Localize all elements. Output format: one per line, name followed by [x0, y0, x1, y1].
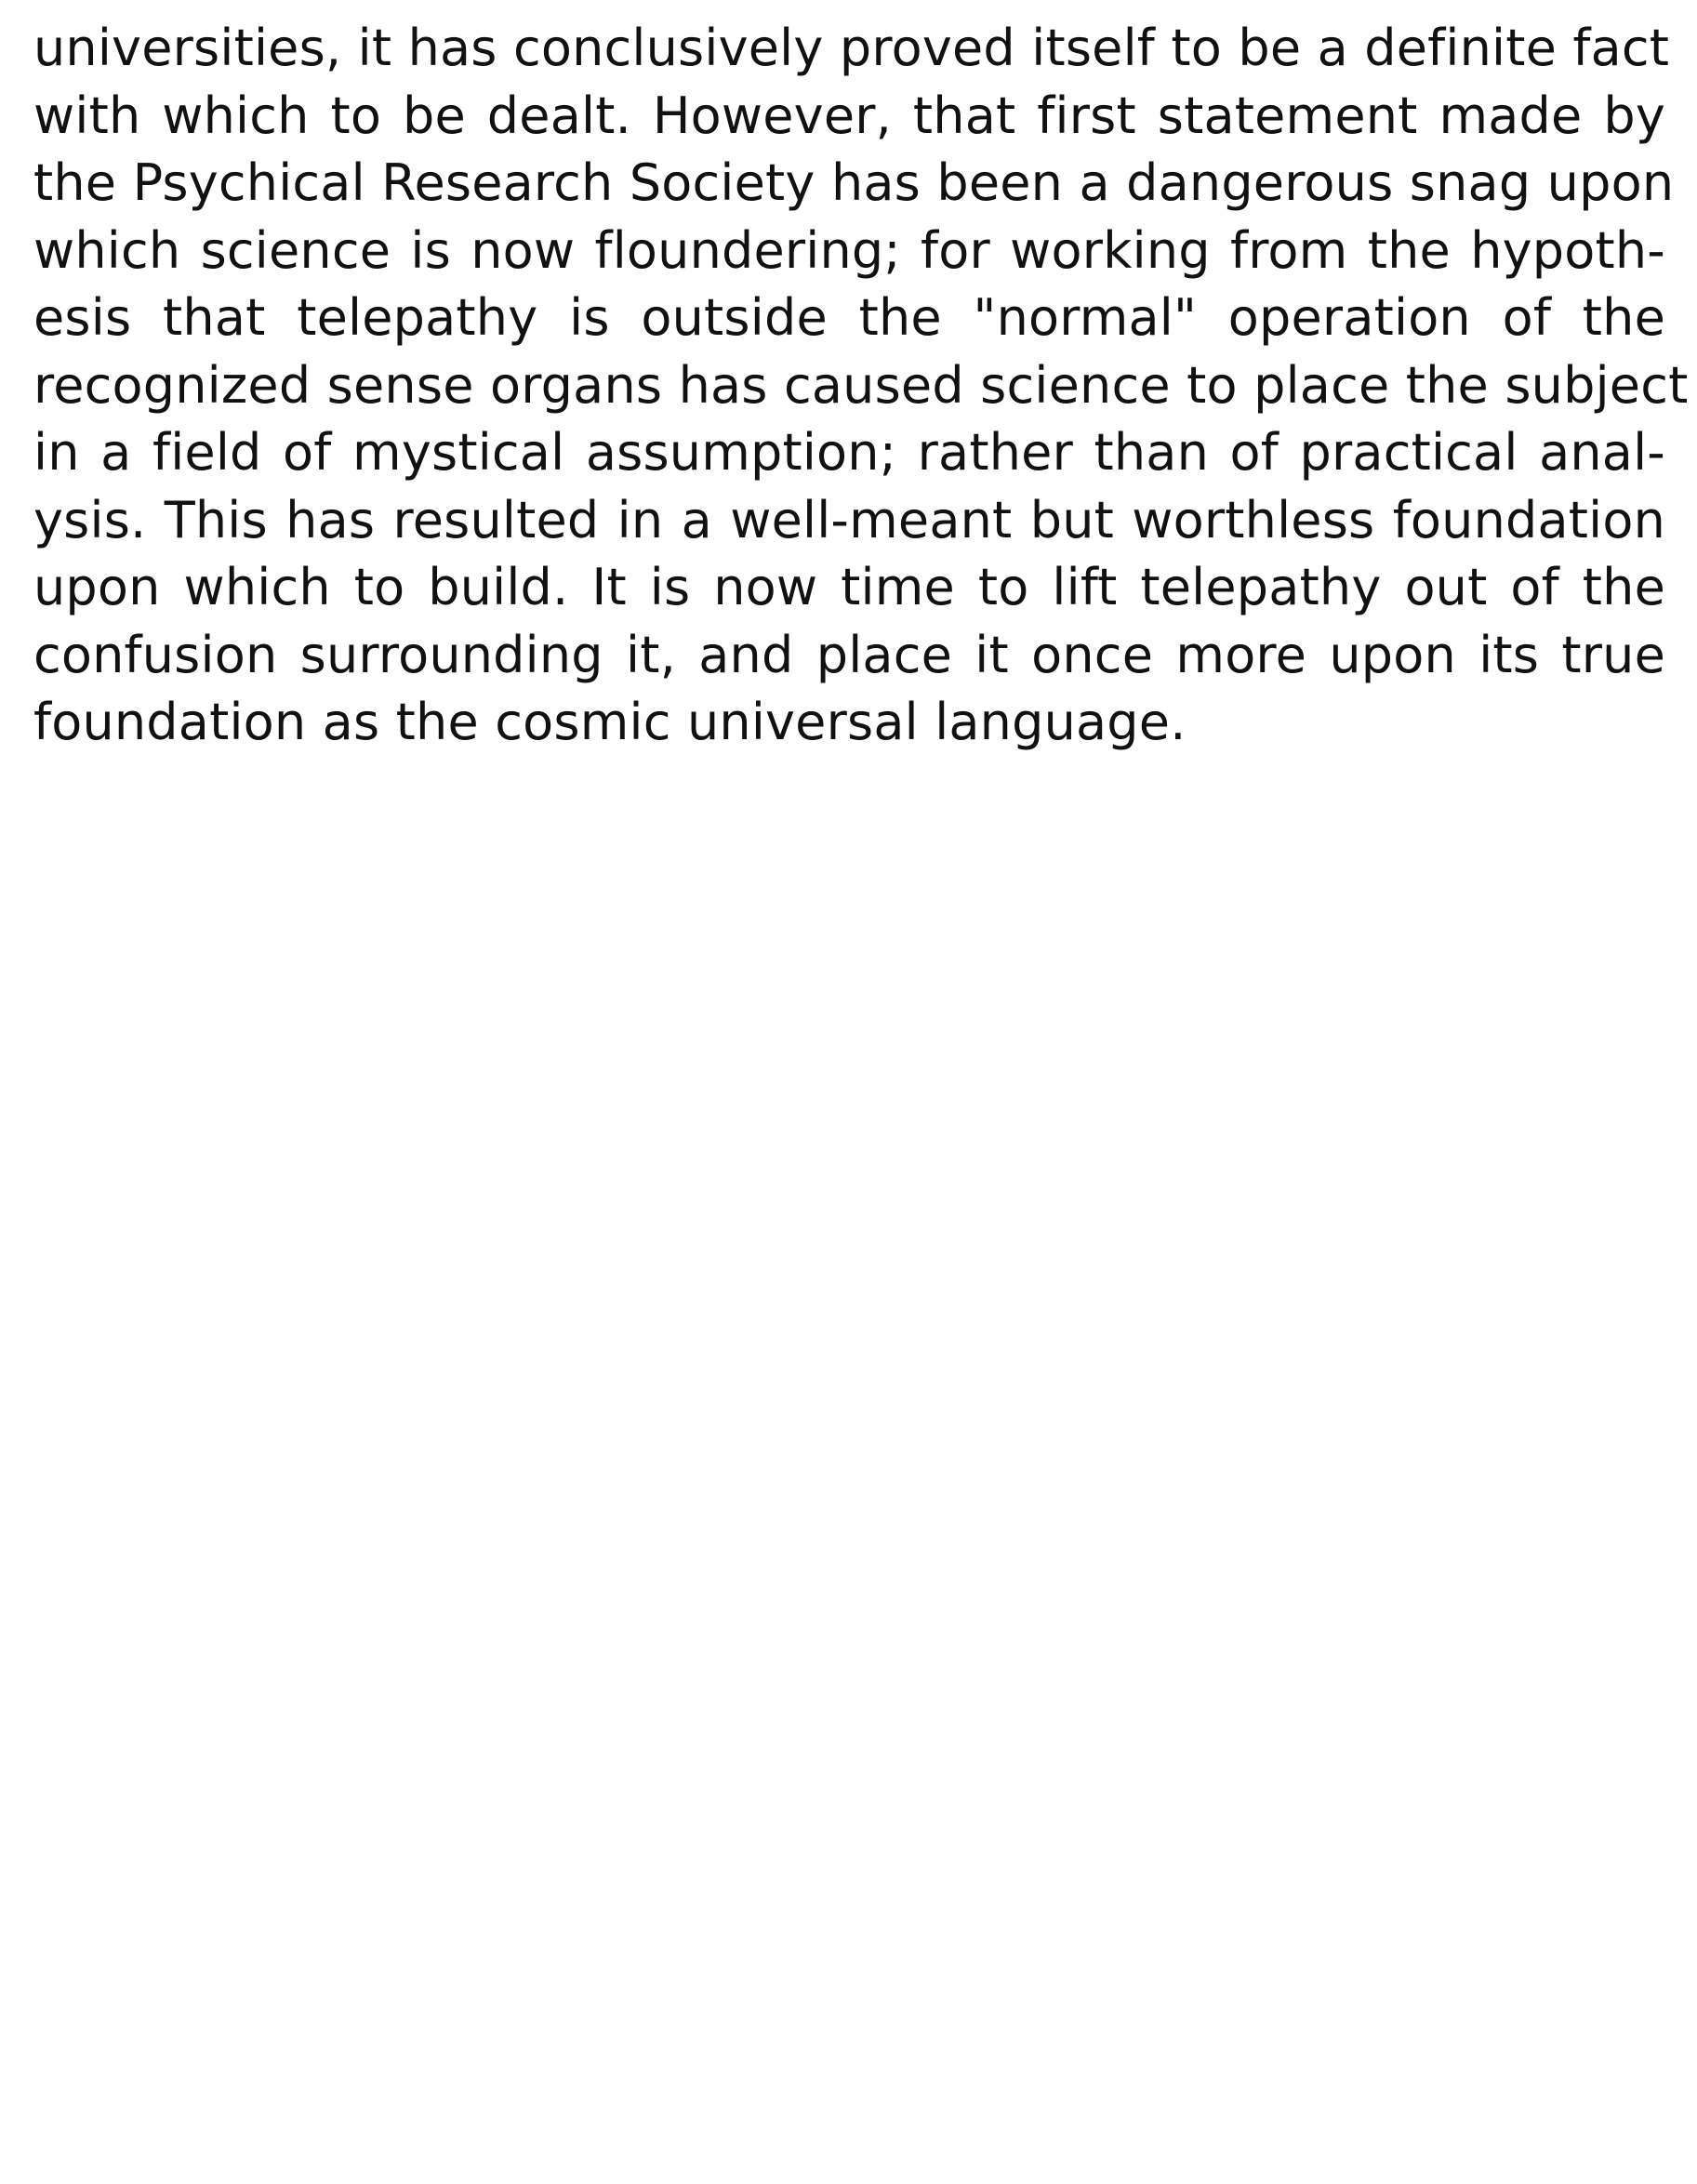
- paragraph-line: esis that telepathy is outside the "normal" operation of the: [33, 288, 1665, 347]
- paragraph-line: which science is now floundering; for working from the hypoth-: [33, 220, 1665, 280]
- paragraph-line: universities, it has conclusively proved itself to be a definite fact: [33, 19, 1670, 77]
- paragraph-line: confusion surrounding it, and place it once more upon its true: [33, 625, 1665, 684]
- body-paragraph: [33, 15, 1689, 757]
- paragraph-line: with which to be dealt. However, that first statement made by: [33, 86, 1665, 145]
- paragraph-line: the Psychical Research Society has been a dangerous snag upon: [33, 153, 1675, 212]
- paragraph-line: recognized sense organs has caused science to place the subject: [33, 355, 1689, 415]
- paragraph-line: in a field of mystical assumption; rather than of practical anal-: [33, 423, 1665, 482]
- paragraph-line: ysis. This has resulted in a well-meant but worthless foundation: [33, 490, 1665, 549]
- paragraph-line: foundation as the cosmic universal language.: [33, 693, 1187, 751]
- paragraph-line: upon which to build. It is now time to lift telepathy out of the: [33, 558, 1665, 616]
